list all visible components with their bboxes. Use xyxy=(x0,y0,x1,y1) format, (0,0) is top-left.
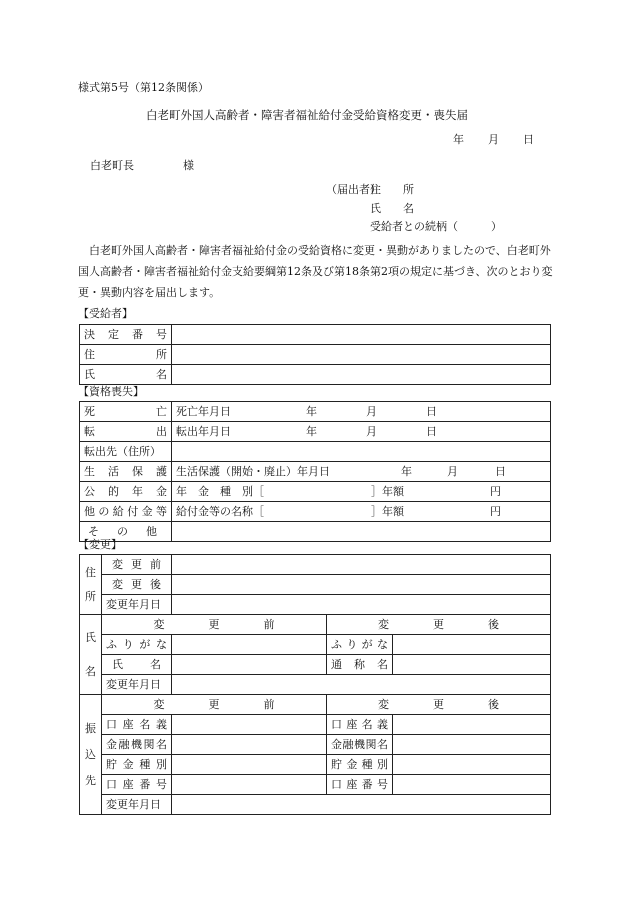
destination-field[interactable] xyxy=(172,442,551,462)
name-group-label: 氏名 xyxy=(80,615,102,695)
name-after-alias-field[interactable] xyxy=(393,655,551,675)
other-benefit-annual-label: ］年額 xyxy=(371,504,404,518)
name-after-furigana-label: ふりがな xyxy=(327,635,393,655)
welfare-label: 生活保護 xyxy=(80,462,172,482)
bank-after-type-label: 貯金種別 xyxy=(327,755,393,775)
form-number: 様式第5号（第12条関係） xyxy=(78,81,209,94)
recipient-address-field[interactable] xyxy=(172,345,551,365)
bank-before-type-field[interactable] xyxy=(172,755,327,775)
address-after-field[interactable] xyxy=(172,575,551,595)
name-before-furigana-field[interactable] xyxy=(172,635,327,655)
death-day: 日 xyxy=(426,404,437,418)
table-row xyxy=(80,635,551,655)
table-row xyxy=(80,735,551,755)
table-row xyxy=(80,615,551,635)
date-month-label: 月 xyxy=(488,133,499,146)
table-row xyxy=(80,655,551,675)
body-paragraph: 白老町外国人高齢者・障害者福祉給付金の受給資格に変更・異動がありましたので、白老町外国人高齢者・障害者福祉給付金支給要綱第12条及び第18条第2項の規定に基づき、次のとおり変更・異動内容を届出します。 xyxy=(78,244,553,299)
bank-group-label: 振込先 xyxy=(80,695,102,815)
applicant-address-label: 住 所 xyxy=(370,183,414,196)
decision-number-field[interactable] xyxy=(172,325,551,345)
recipient-name-field[interactable] xyxy=(172,365,551,385)
bank-after-holder-field[interactable] xyxy=(393,715,551,735)
loss-section-label: 【資格喪失】 xyxy=(78,385,144,398)
name-change-date-field[interactable] xyxy=(172,675,551,695)
bank-before-header: 変 更 前 xyxy=(102,695,327,715)
moveout-month: 月 xyxy=(366,424,377,438)
table-row xyxy=(80,522,551,542)
name-after-furigana-field[interactable] xyxy=(393,635,551,655)
table-row xyxy=(80,675,551,695)
applicant-name-label: 氏 名 xyxy=(370,202,414,215)
pension-field[interactable] xyxy=(172,482,551,502)
address-group-label: 住所 xyxy=(80,555,102,615)
recipient-suffix: 様 xyxy=(183,159,194,172)
welfare-day: 日 xyxy=(495,464,506,478)
decision-number-label: 決定番号 xyxy=(80,325,172,345)
address-before-field[interactable] xyxy=(172,555,551,575)
destination-label: 転出先（住所） xyxy=(80,442,172,462)
pension-type-label: 年 金 種 別［ xyxy=(176,484,264,498)
recipient-name: 白老町長 xyxy=(90,159,134,172)
table-row xyxy=(80,365,551,385)
death-year: 年 xyxy=(306,404,317,418)
other-benefit-yen: 円 xyxy=(490,504,501,518)
address-change-date-field[interactable] xyxy=(172,595,551,615)
recipient-address-label: 住所 xyxy=(80,345,172,365)
other-benefit-label: 他の給付金等 xyxy=(80,502,172,522)
bank-after-number-field[interactable] xyxy=(393,775,551,795)
bank-after-institution-label: 金融機関名 xyxy=(327,735,393,755)
welfare-year: 年 xyxy=(401,464,412,478)
moveout-date-label: 転出年月日 xyxy=(176,424,231,438)
bank-change-date-field[interactable] xyxy=(172,795,551,815)
bank-before-institution-label: 金融機関名 xyxy=(102,735,172,755)
table-row xyxy=(80,482,551,502)
death-month: 月 xyxy=(366,404,377,418)
name-before-name-field[interactable] xyxy=(172,655,327,675)
table-row xyxy=(80,715,551,735)
bank-after-holder-label: 口座名義 xyxy=(327,715,393,735)
moveout-date-field[interactable] xyxy=(172,422,551,442)
other-benefit-name-label: 給付金等の名称［ xyxy=(176,504,264,518)
loss-table xyxy=(79,401,551,542)
date-year-label: 年 xyxy=(453,133,464,146)
name-before-header: 変 更 前 xyxy=(102,615,327,635)
pension-yen: 円 xyxy=(490,484,501,498)
applicant-relation-label: 受給者との続柄（ ） xyxy=(370,220,502,233)
name-after-header: 変 更 後 xyxy=(327,615,551,635)
document-title: 白老町外国人高齢者・障害者福祉給付金受給資格変更・喪失届 xyxy=(146,108,468,122)
bank-after-number-label: 口座番号 xyxy=(327,775,393,795)
bank-before-number-field[interactable] xyxy=(172,775,327,795)
change-table xyxy=(79,554,551,815)
bank-change-date-label: 変更年月日 xyxy=(102,795,172,815)
moveout-year: 年 xyxy=(306,424,317,438)
table-row xyxy=(80,442,551,462)
address-after-label: 変更後 xyxy=(102,575,172,595)
bank-after-header: 変 更 後 xyxy=(327,695,551,715)
recipient-name-label: 氏名 xyxy=(80,365,172,385)
table-row xyxy=(80,345,551,365)
table-row xyxy=(80,502,551,522)
death-date-label: 死亡年月日 xyxy=(176,404,231,418)
other-benefit-field[interactable] xyxy=(172,502,551,522)
moveout-day: 日 xyxy=(426,424,437,438)
bank-before-institution-field[interactable] xyxy=(172,735,327,755)
table-row xyxy=(80,325,551,345)
table-row xyxy=(80,755,551,775)
bank-after-type-field[interactable] xyxy=(393,755,551,775)
welfare-month: 月 xyxy=(447,464,458,478)
applicant-prefix: （届出者） xyxy=(326,183,381,196)
table-row xyxy=(80,695,551,715)
change-section-label: 【変更】 xyxy=(78,538,122,551)
death-date-field[interactable] xyxy=(172,402,551,422)
bank-before-type-label: 貯金種別 xyxy=(102,755,172,775)
bank-after-institution-field[interactable] xyxy=(393,735,551,755)
address-before-label: 変更前 xyxy=(102,555,172,575)
pension-label: 公的年金 xyxy=(80,482,172,502)
moveout-label: 転出 xyxy=(80,422,172,442)
name-change-date-label: 変更年月日 xyxy=(102,675,172,695)
bank-before-holder-label: 口座名義 xyxy=(102,715,172,735)
bank-before-number-label: 口座番号 xyxy=(102,775,172,795)
date-day-label: 日 xyxy=(523,133,534,146)
table-row xyxy=(80,462,551,482)
table-row xyxy=(80,575,551,595)
name-after-alias-label: 通称名 xyxy=(327,655,393,675)
pension-annual-label: ］年額 xyxy=(371,484,404,498)
table-row xyxy=(80,402,551,422)
recipient-table xyxy=(79,324,551,385)
table-row xyxy=(80,555,551,575)
address-change-date-label: 変更年月日 xyxy=(102,595,172,615)
table-row xyxy=(80,422,551,442)
welfare-date-label: 生活保護（開始・廃止）年月日 xyxy=(176,464,330,478)
welfare-date-field[interactable] xyxy=(172,462,551,482)
others-label: その他 xyxy=(80,522,172,542)
table-row xyxy=(80,795,551,815)
name-before-furigana-label: ふりがな xyxy=(102,635,172,655)
table-row xyxy=(80,595,551,615)
bank-before-holder-field[interactable] xyxy=(172,715,327,735)
death-label: 死亡 xyxy=(80,402,172,422)
recipient-section-label: 【受給者】 xyxy=(78,307,133,320)
table-row xyxy=(80,775,551,795)
others-field[interactable] xyxy=(172,522,551,542)
name-before-name-label: 氏名 xyxy=(102,655,172,675)
